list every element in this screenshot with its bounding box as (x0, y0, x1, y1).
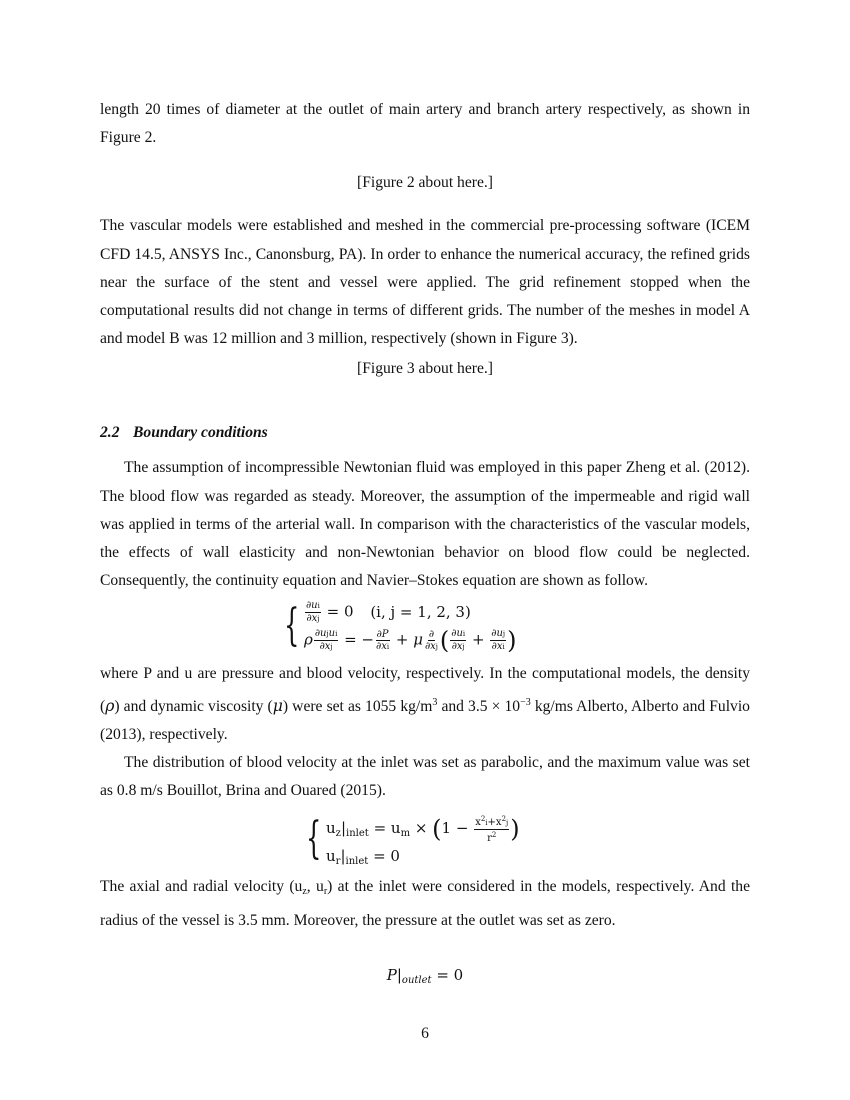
paragraph-assumptions: The assumption of incompressible Newtonian fluid was employed in this paper Zheng et al. (2012). The blood flow was regarded as steady. Moreover, the assumption of the impermeable and rigid wall was applied in terms of the arterial wall. In comparison with the characteristics of the vascular models, the effects of wall elasticity and non-Newtonian behavior on blood flow could be neglected. Consequently, the continuity equation and Navier–Stokes equation are shown as follow. (100, 459, 750, 590)
params-text-c: ) were set as 1055 kg/m (282, 697, 433, 715)
params-text-d: and 3.5 × 10 (437, 697, 521, 715)
left-brace-inlet: { (306, 813, 322, 865)
params-text-b: ) and dynamic viscosity ( (114, 697, 273, 715)
paragraph-intro: length 20 times of diameter at the outlet of main artery and branch artery respectively, as shown in Figure 2. (100, 101, 750, 147)
params-text-e: kg/ms Alberto, Alberto and Fulvio (2013), respectively. (100, 697, 750, 743)
page-body (100, 96, 750, 991)
continuity-equation: $\frac{\partial ui}{\partial xj}$ = 0 (i, j = 1, 2, 3) (306, 600, 471, 625)
paragraph-parameters: where P and u are pressure and blood velocity, respectively. In the computational models, the density (ρ) and dynamic viscosity (μ) were set as 1055 $kg/m^3$ and $3.5 \times 10^{-3}$ kg/ms Alberto, Alberto and Fulvio (2013), respectively. (100, 665, 750, 743)
inlet-radial-velocity: $u_r|_{inlet} = 0$ (326, 847, 400, 868)
uz-symbol: u (326, 819, 336, 838)
navier-stokes-equation (100, 598, 750, 658)
outlet-text-b: , u (306, 878, 324, 896)
ur-symbol: u (326, 847, 336, 866)
section-number: 2.2 (100, 424, 120, 442)
outlet-rhs: = 0 (436, 965, 464, 984)
momentum-equation: ρ $\frac{\text{∂ujui}}{\partial xj}$ = − $\frac{\partial P}{\partial xi}$ + μ $\frac{\partial}{\partial xj}$ ( $\frac{\partial ui}{\partial xj}$ + $\frac{\partial uj}{\partial xi}$ ) (304, 626, 517, 655)
params-text-a: where P and u are pressure and blood velocity, respectively. In the computational models, the density ( (100, 665, 750, 715)
figure-3-placeholder: [Figure 3 about here.] (357, 360, 493, 378)
section-heading (100, 419, 750, 447)
inlet-axial-velocity: $u_z|_{inlet} = u_m \times (1$ − $\frac{x^2i+x^2j}{r^2}$ ) (326, 815, 520, 845)
continuity-rhs: = 0 (326, 602, 354, 621)
outlet-pressure-equation: $P|_{outlet} = 0$ (386, 965, 464, 986)
paragraph-outlet: The axial and radial velocity ($u_z$, $u_r$) at the inlet were considered in the models, respectively. And the radius of the vessel is 3.5 mm. Moreover, the pressure at the outlet was set as zero. (100, 878, 751, 929)
continuity-range: (i, j = 1, 2, 3) (370, 602, 471, 621)
left-brace: { (284, 600, 300, 652)
section-title: Boundary conditions (133, 424, 268, 442)
paragraph-meshing: The vascular models were established and meshed in the commercial pre-processing software (ICEM CFD 14.5, ANSYS Inc., Canonsburg, PA). In order to enhance the numerical accuracy, the refined grids near the surface of the stent and vessel were applied. The grid refinement stopped when the computational results did not change in terms of different grids. The number of the meshes in model A and model B was 12 million and 3 million, respectively (shown in Figure 3). (100, 217, 750, 348)
paragraph-inlet-profile: The distribution of blood velocity at the inlet was set as parabolic, and the maximum value was set as 0.8 m/s Bouillot, Brina and Ouared (2015). (100, 754, 750, 800)
page-number: 6 (421, 1025, 429, 1042)
outlet-text-c: ) at the inlet were considered in the models, respectively. And the radius of the vessel is 3.5 mm. Moreover, the pressure at the outlet was set as zero. (100, 878, 751, 929)
outlet-text-a: The axial and radial velocity (u (100, 878, 303, 896)
figure-2-placeholder: [Figure 2 about here.] (357, 174, 493, 192)
inlet-velocity-equation (100, 811, 750, 869)
